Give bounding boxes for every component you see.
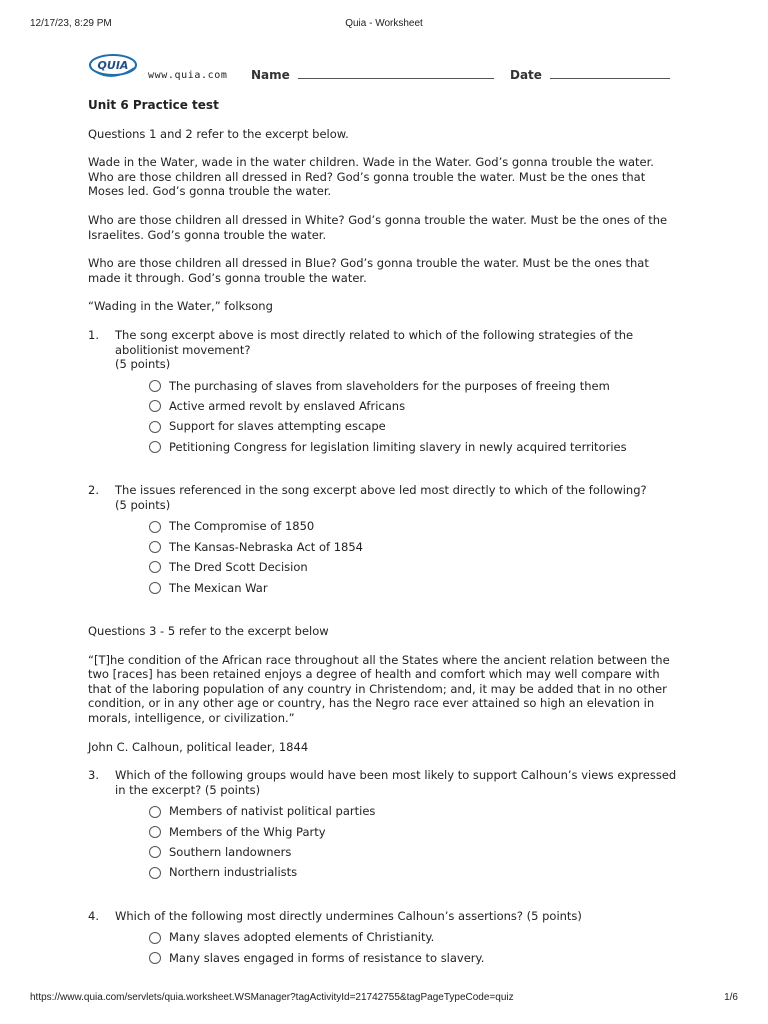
- option-label: The Kansas-Nebraska Act of 1854: [169, 539, 363, 554]
- answer-option[interactable]: [149, 863, 680, 883]
- answer-option[interactable]: [149, 417, 680, 437]
- quia-logo: [88, 52, 138, 80]
- answer-option[interactable]: [149, 948, 680, 968]
- excerpt-source: “Wading in the Water,” folksong: [88, 299, 273, 314]
- print-page-title: Quia - Worksheet: [345, 18, 423, 29]
- question-number: 2.: [88, 483, 99, 498]
- radio-button[interactable]: [149, 561, 161, 573]
- question-text: Which of the following most directly undermines Calhoun’s assertions? (5 points): [115, 908, 582, 923]
- answer-option[interactable]: [149, 842, 680, 862]
- option-label: Petitioning Congress for legislation limiting slavery in newly acquired territories: [169, 439, 627, 454]
- excerpt-paragraph: Who are those children all dressed in White? God’s gonna trouble the water. Must be the ones of the Israelites. God’s gonna trouble the water.: [88, 212, 668, 242]
- date-line[interactable]: [550, 66, 670, 79]
- option-label: Southern landowners: [169, 845, 292, 860]
- option-label: Active armed revolt by enslaved Africans: [169, 399, 406, 413]
- option-label: The purchasing of slaves from slaveholders for the purposes of freeing them: [169, 378, 610, 393]
- radio-button[interactable]: [149, 846, 161, 858]
- answer-option[interactable]: [149, 801, 680, 821]
- radio-button[interactable]: [149, 867, 161, 879]
- answer-option[interactable]: [149, 376, 680, 396]
- print-footer: [30, 992, 738, 1006]
- question-text: Which of the following groups would have been most likely to support Calhoun’s views expressed in the excerpt? (5 points): [115, 768, 677, 797]
- answer-option[interactable]: [149, 396, 680, 416]
- radio-button[interactable]: [149, 400, 161, 412]
- question-points: (5 points): [115, 357, 171, 372]
- answer-option[interactable]: [149, 578, 680, 598]
- answer-option[interactable]: [149, 557, 680, 577]
- name-line[interactable]: [298, 66, 494, 79]
- radio-button[interactable]: [149, 806, 161, 818]
- answer-option[interactable]: [149, 537, 680, 557]
- radio-button[interactable]: [149, 582, 161, 594]
- worksheet-title: Unit 6 Practice test: [88, 98, 219, 112]
- option-label: The Compromise of 1850: [169, 519, 315, 534]
- answer-option[interactable]: [149, 822, 680, 842]
- answer-options: [115, 928, 680, 969]
- name-label: Name: [251, 68, 290, 82]
- question-number: 1.: [88, 327, 99, 342]
- radio-button[interactable]: [149, 521, 161, 533]
- name-field: [251, 66, 494, 82]
- answer-options: [115, 516, 680, 598]
- question-text: The issues referenced in the song excerpt above led most directly to which of the following?: [115, 483, 647, 498]
- question-1: [88, 328, 680, 457]
- answer-options: [115, 801, 680, 883]
- date-field: [510, 66, 670, 82]
- answer-option[interactable]: [149, 437, 680, 457]
- answer-options: [115, 376, 680, 458]
- site-url: www.quia.com: [148, 70, 228, 81]
- print-datetime: 12/17/23, 8:29 PM: [30, 18, 112, 29]
- option-label: Members of the Whig Party: [169, 824, 326, 839]
- questions-intro-1: Questions 1 and 2 refer to the excerpt below.: [88, 126, 349, 141]
- print-page-number: 1/6: [724, 992, 738, 1003]
- radio-button[interactable]: [149, 380, 161, 392]
- option-label: Support for slaves attempting escape: [169, 419, 386, 434]
- option-label: The Dred Scott Decision: [169, 560, 308, 575]
- question-number: 3.: [88, 768, 99, 783]
- radio-button[interactable]: [149, 421, 161, 433]
- excerpt-quote: “[T]he condition of the African race throughout all the States where the ancient relation between the two [races] has been retained enjoys a degree of health and comfort which may well compare with that of the laboring population of any country in Christendom; and, it may be added that in no other condition, or in any other age or country, has the Negro race ever attained so high an elevation in morals, intelligence, or civilization.”: [88, 652, 670, 725]
- option-label: Northern industrialists: [169, 865, 298, 880]
- question-points: (5 points): [115, 497, 171, 512]
- question-4: [88, 909, 680, 968]
- answer-option[interactable]: [149, 928, 680, 948]
- print-url: https://www.quia.com/servlets/quia.worksheet.WSManager?tagActivityId=21742755&tagPageTypeCode=quiz: [30, 992, 514, 1003]
- question-text: The song excerpt above is most directly related to which of the following strategies of the abolitionist movement?: [115, 327, 634, 357]
- question-2: [88, 483, 680, 598]
- option-label: Many slaves engaged in forms of resistance to slavery.: [169, 950, 485, 965]
- worksheet-body: [88, 98, 680, 968]
- radio-button[interactable]: [149, 826, 161, 838]
- option-label: The Mexican War: [169, 580, 268, 595]
- option-label: Members of nativist political parties: [169, 804, 376, 819]
- option-label: Many slaves adopted elements of Christianity.: [169, 930, 435, 945]
- radio-button[interactable]: [149, 932, 161, 944]
- excerpt-paragraph: Wade in the Water, wade in the water children. Wade in the Water. God’s gonna trouble the water. Who are those children all dressed in Red? God’s gonna trouble the water. Must be the ones that Moses led. God’s gonna trouble the water.: [88, 155, 654, 199]
- radio-button[interactable]: [149, 541, 161, 553]
- excerpt-paragraph: Who are those children all dressed in Blue? God’s gonna trouble the water. Must be the ones that made it through. God’s gonna trouble the water.: [88, 256, 649, 285]
- logo-text: QUIA: [97, 59, 129, 72]
- answer-option[interactable]: [149, 516, 680, 536]
- radio-button[interactable]: [149, 441, 161, 453]
- question-number: 4.: [88, 908, 99, 923]
- radio-button[interactable]: [149, 952, 161, 964]
- excerpt-source: John C. Calhoun, political leader, 1844: [88, 739, 309, 754]
- print-header: [30, 18, 738, 32]
- date-label: Date: [510, 68, 542, 82]
- question-3: [88, 768, 680, 883]
- questions-intro-2: Questions 3 - 5 refer to the excerpt below: [88, 624, 329, 639]
